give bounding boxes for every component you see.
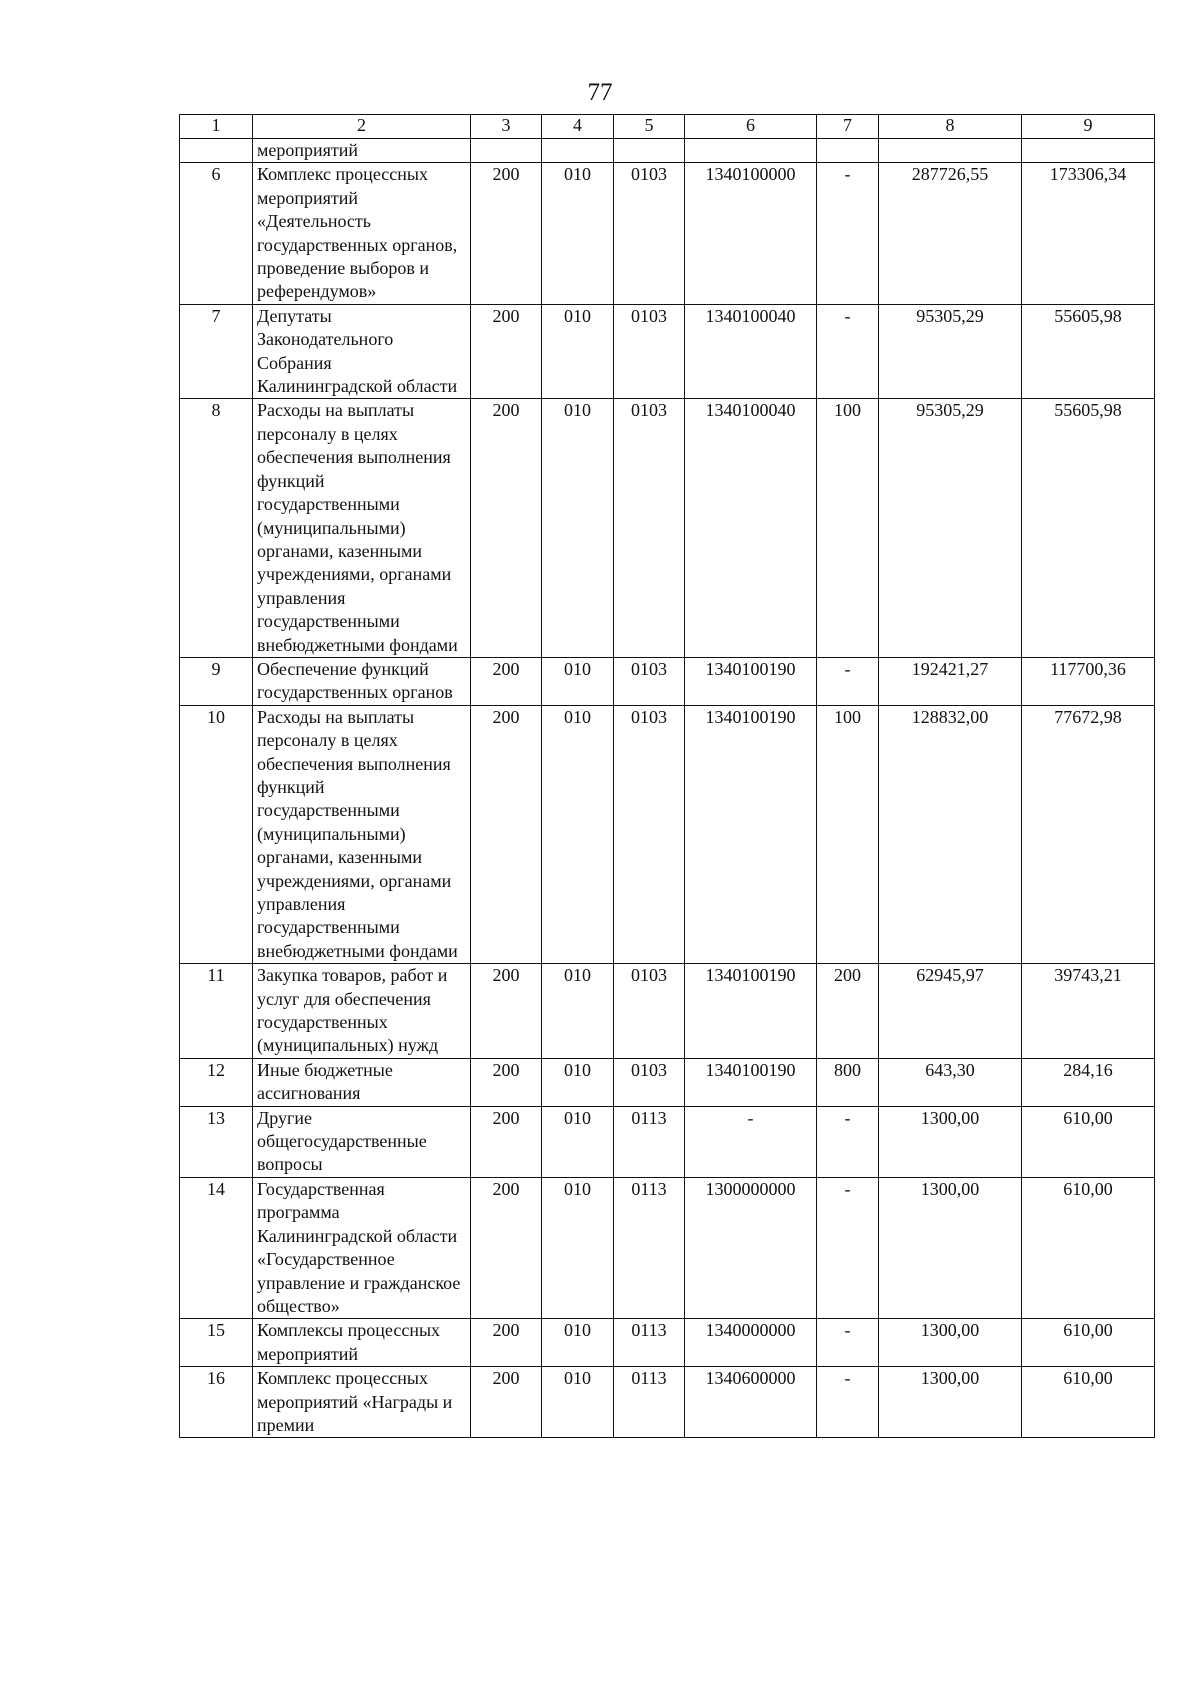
code-cell: 010 <box>542 1367 614 1438</box>
code-cell: 0103 <box>614 163 685 304</box>
amount-cell: 117700,36 <box>1022 657 1155 705</box>
code-cell: - <box>685 1106 817 1177</box>
amount-cell: 55605,98 <box>1022 399 1155 657</box>
amount-cell: 1300,00 <box>879 1319 1022 1367</box>
row-number-cell: 13 <box>180 1106 253 1177</box>
code-cell: 1340100190 <box>685 705 817 963</box>
code-cell: - <box>817 304 879 399</box>
code-cell: 0113 <box>614 1106 685 1177</box>
table-row <box>180 399 1155 657</box>
row-number-cell: 16 <box>180 1367 253 1438</box>
code-cell: 0113 <box>614 1367 685 1438</box>
code-cell <box>685 139 817 163</box>
amount-cell: 284,16 <box>1022 1058 1155 1106</box>
code-cell: 200 <box>471 964 542 1059</box>
header-cell: 1 <box>180 115 253 139</box>
code-cell: 200 <box>471 304 542 399</box>
table-row <box>180 1106 1155 1177</box>
amount-cell: 95305,29 <box>879 304 1022 399</box>
code-cell: 0103 <box>614 399 685 657</box>
amount-cell <box>1022 139 1155 163</box>
code-cell <box>614 139 685 163</box>
page-number: 77 <box>587 79 613 106</box>
code-cell: 200 <box>817 964 879 1059</box>
code-cell: 010 <box>542 1106 614 1177</box>
amount-cell: 173306,34 <box>1022 163 1155 304</box>
code-cell: 1340100040 <box>685 399 817 657</box>
table-row <box>180 163 1155 304</box>
code-cell: 0113 <box>614 1177 685 1318</box>
table-row <box>180 304 1155 399</box>
code-cell: 010 <box>542 1058 614 1106</box>
row-number-cell: 8 <box>180 399 253 657</box>
table-row <box>180 139 1155 163</box>
code-cell: 1300000000 <box>685 1177 817 1318</box>
amount-cell: 55605,98 <box>1022 304 1155 399</box>
amount-cell: 128832,00 <box>879 705 1022 963</box>
amount-cell: 287726,55 <box>879 163 1022 304</box>
code-cell: 010 <box>542 1177 614 1318</box>
code-cell <box>471 139 542 163</box>
table-row <box>180 1319 1155 1367</box>
amount-cell: 62945,97 <box>879 964 1022 1059</box>
amount-cell: 77672,98 <box>1022 705 1155 963</box>
code-cell: 0103 <box>614 964 685 1059</box>
amount-cell: 39743,21 <box>1022 964 1155 1059</box>
row-number-cell: 15 <box>180 1319 253 1367</box>
amount-cell: 1300,00 <box>879 1106 1022 1177</box>
row-number-cell: 6 <box>180 163 253 304</box>
code-cell: 1340100190 <box>685 1058 817 1106</box>
row-number-cell: 11 <box>180 964 253 1059</box>
code-cell: 1340100000 <box>685 163 817 304</box>
code-cell: 0103 <box>614 304 685 399</box>
code-cell <box>817 139 879 163</box>
item-name-cell: Государственная программа Калининградской области «Государственное управление и гражданское общество» <box>253 1177 471 1318</box>
item-name-cell: мероприятий <box>253 139 471 163</box>
code-cell: 0103 <box>614 705 685 963</box>
table-row <box>180 657 1155 705</box>
code-cell: 0103 <box>614 657 685 705</box>
item-name-cell: Расходы на выплаты персоналу в целях обеспечения выполнения функций государственными (муниципальными) органами, казенными учреждениями, органами управления государственными внебюджетными фондами <box>253 399 471 657</box>
code-cell: - <box>817 1106 879 1177</box>
header-cell: 5 <box>614 115 685 139</box>
row-number-cell <box>180 139 253 163</box>
item-name-cell: Расходы на выплаты персоналу в целях обеспечения выполнения функций государственными (муниципальными) органами, казенными учреждениями, органами управления государственными внебюджетными фондами <box>253 705 471 963</box>
code-cell: 200 <box>471 1177 542 1318</box>
item-name-cell: Обеспечение функций государственных органов <box>253 657 471 705</box>
code-cell: 200 <box>471 1319 542 1367</box>
table-row <box>180 1367 1155 1438</box>
header-cell: 6 <box>685 115 817 139</box>
code-cell: 100 <box>817 399 879 657</box>
amount-cell: 610,00 <box>1022 1319 1155 1367</box>
code-cell: 010 <box>542 964 614 1059</box>
code-cell: 010 <box>542 657 614 705</box>
code-cell: 200 <box>471 1367 542 1438</box>
table-row <box>180 1058 1155 1106</box>
code-cell: 1340000000 <box>685 1319 817 1367</box>
code-cell <box>542 139 614 163</box>
amount-cell: 643,30 <box>879 1058 1022 1106</box>
amount-cell: 192421,27 <box>879 657 1022 705</box>
header-cell: 2 <box>253 115 471 139</box>
amount-cell: 1300,00 <box>879 1177 1022 1318</box>
row-number-cell: 10 <box>180 705 253 963</box>
item-name-cell: Депутаты Законодательного Собрания Калининградской области <box>253 304 471 399</box>
header-cell: 3 <box>471 115 542 139</box>
code-cell: 0113 <box>614 1319 685 1367</box>
code-cell: 010 <box>542 1319 614 1367</box>
header-cell: 8 <box>879 115 1022 139</box>
header-cell: 7 <box>817 115 879 139</box>
code-cell: 010 <box>542 705 614 963</box>
header-cell: 9 <box>1022 115 1155 139</box>
code-cell: 010 <box>542 399 614 657</box>
code-cell: - <box>817 657 879 705</box>
table-row <box>180 1177 1155 1318</box>
code-cell: 1340100190 <box>685 657 817 705</box>
code-cell: - <box>817 163 879 304</box>
amount-cell: 610,00 <box>1022 1106 1155 1177</box>
code-cell: 0103 <box>614 1058 685 1106</box>
amount-cell: 610,00 <box>1022 1177 1155 1318</box>
code-cell: - <box>817 1177 879 1318</box>
code-cell: 200 <box>471 1058 542 1106</box>
row-number-cell: 14 <box>180 1177 253 1318</box>
row-number-cell: 12 <box>180 1058 253 1106</box>
code-cell: 010 <box>542 304 614 399</box>
code-cell: - <box>817 1367 879 1438</box>
code-cell: 200 <box>471 657 542 705</box>
code-cell: 200 <box>471 1106 542 1177</box>
budget-table <box>179 114 1155 1438</box>
code-cell: 100 <box>817 705 879 963</box>
code-cell: - <box>817 1319 879 1367</box>
item-name-cell: Закупка товаров, работ и услуг для обеспечения государственных (муниципальных) нужд <box>253 964 471 1059</box>
amount-cell: 95305,29 <box>879 399 1022 657</box>
item-name-cell: Другие общегосударственные вопросы <box>253 1106 471 1177</box>
row-number-cell: 7 <box>180 304 253 399</box>
row-number-cell: 9 <box>180 657 253 705</box>
code-cell: 1340600000 <box>685 1367 817 1438</box>
amount-cell: 610,00 <box>1022 1367 1155 1438</box>
code-cell: 200 <box>471 705 542 963</box>
item-name-cell: Иные бюджетные ассигнования <box>253 1058 471 1106</box>
code-cell: 200 <box>471 399 542 657</box>
code-cell: 010 <box>542 163 614 304</box>
code-cell: 1340100190 <box>685 964 817 1059</box>
amount-cell <box>879 139 1022 163</box>
item-name-cell: Комплекс процессных мероприятий «Деятельность государственных органов, проведение выборов и референдумов» <box>253 163 471 304</box>
amount-cell: 1300,00 <box>879 1367 1022 1438</box>
table-row <box>180 964 1155 1059</box>
header-cell: 4 <box>542 115 614 139</box>
table-header-row <box>180 115 1155 139</box>
code-cell: 200 <box>471 163 542 304</box>
code-cell: 800 <box>817 1058 879 1106</box>
code-cell: 1340100040 <box>685 304 817 399</box>
table-row <box>180 705 1155 963</box>
item-name-cell: Комплекс процессных мероприятий «Награды и премии <box>253 1367 471 1438</box>
item-name-cell: Комплексы процессных мероприятий <box>253 1319 471 1367</box>
